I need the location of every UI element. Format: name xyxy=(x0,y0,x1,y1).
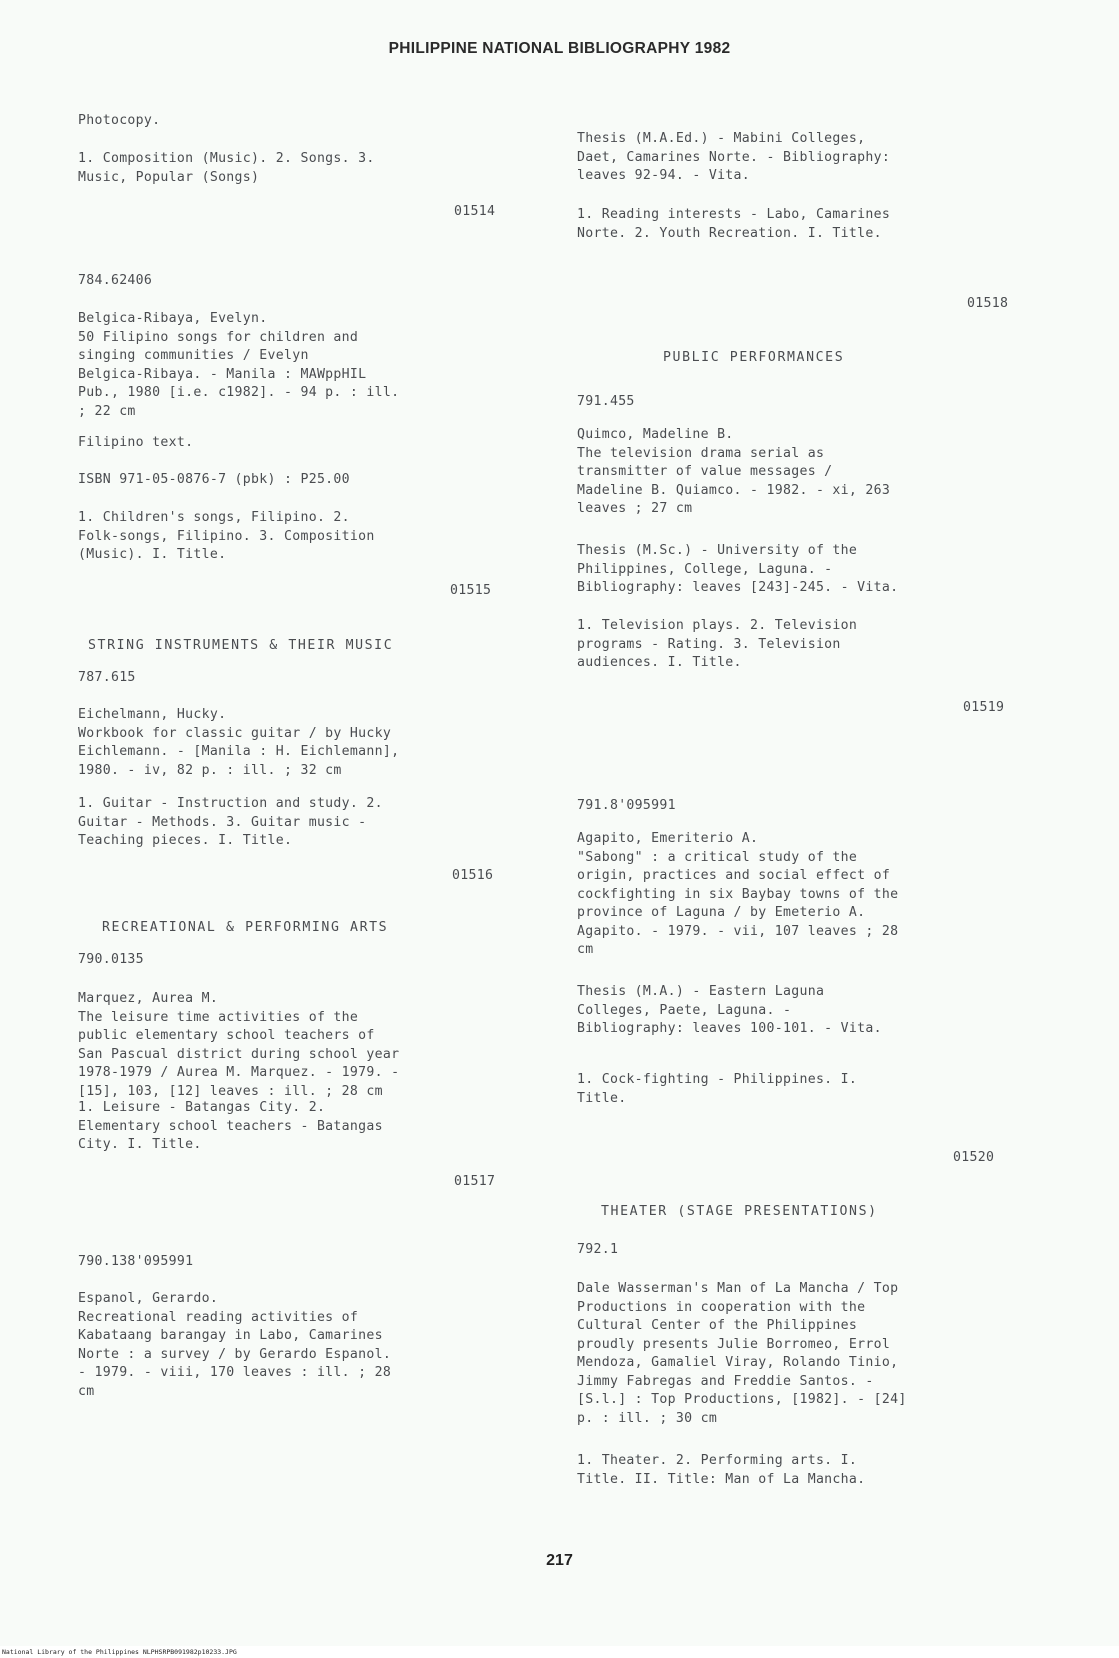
entry-subjects: 1. Reading interests - Labo, Camarines Norte. 2. Youth Recreation. I. Title. xyxy=(577,207,891,241)
entry-id: 01516 xyxy=(452,868,494,883)
page-header: PHILIPPINE NATIONAL BIBLIOGRAPHY 1982 xyxy=(388,40,731,57)
section-heading: PUBLIC PERFORMANCES xyxy=(663,350,845,365)
entry-subjects: 1. Leisure - Batangas City. 2. Elementary school teachers - Batangas City. I. Title. xyxy=(78,1100,383,1152)
entry-id: 01515 xyxy=(450,583,492,598)
entry-subjects: 1. Guitar - Instruction and study. 2. Guitar - Methods. 3. Guitar music - Teaching pieces. I. Title. xyxy=(78,796,383,848)
class-number: 792.1 xyxy=(577,1242,619,1257)
entry-id: 01518 xyxy=(967,296,1009,311)
entry-body: Espanol, Gerardo. Recreational reading activities of Kabataang barangay in Labo, Camarines Norte : a survey / by Gerardo Espanol. - 1979. - viii, 170 leaves : ill. ; 28 cm xyxy=(78,1291,392,1399)
entry-subjects: 1. Children's songs, Filipino. 2. Folk-songs, Filipino. 3. Composition (Music). I. Title. xyxy=(78,510,375,562)
entry-body: Agapito, Emeriterio A. "Sabong" : a critical study of the origin, practices and social effect of cockfighting in six Baybay towns of the province of Laguna / by Emeterio A. Agapito. - 1979. - vii, 107 leaves ; 28 cm xyxy=(577,831,899,957)
entry-id: 01517 xyxy=(454,1174,496,1189)
class-number: 790.0135 xyxy=(78,952,144,967)
scan-footer: National Library of the Philippines NLPHSRPB091982p10233.JPG xyxy=(0,1646,1119,1658)
entry-id: 01519 xyxy=(963,700,1005,715)
entry-subjects: 1. Theater. 2. Performing arts. I. Title. II. Title: Man of La Mancha. xyxy=(577,1453,866,1487)
class-number: 791.8'095991 xyxy=(577,798,676,813)
class-number: 787.615 xyxy=(78,670,136,685)
class-number: 791.455 xyxy=(577,394,635,409)
entry-subjects: 1. Television plays. 2. Television programs - Rating. 3. Television audiences. I. Title. xyxy=(577,618,858,670)
class-number: 790.138'095991 xyxy=(78,1254,194,1269)
entry-body: Belgica-Ribaya, Evelyn. 50 Filipino songs for children and singing communities / Evelyn Belgica-Ribaya. - Manila : MAWppHIL Pub., 1980 [i.e. c1982]. - 94 p. : ill. ; 22 cm xyxy=(78,311,400,419)
section-heading: THEATER (STAGE PRESENTATIONS) xyxy=(601,1204,878,1219)
class-number: 784.62406 xyxy=(78,273,153,288)
section-heading: RECREATIONAL & PERFORMING ARTS xyxy=(102,920,389,935)
entry-id: 01520 xyxy=(953,1150,995,1165)
entry-subjects: 1. Composition (Music). 2. Songs. 3. Music, Popular (Songs) xyxy=(78,151,375,185)
entry-thesis: Thesis (M.A.Ed.) - Mabini Colleges, Daet, Camarines Norte. - Bibliography: leaves 92-94. - Vita. xyxy=(577,131,891,183)
entry-note: Filipino text. xyxy=(78,435,194,450)
entry-isbn: ISBN 971-05-0876-7 (pbk) : P25.00 xyxy=(78,472,350,487)
entry-thesis: Thesis (M.Sc.) - University of the Philippines, College, Laguna. - Bibliography: leaves [243]-245. - Vita. xyxy=(577,543,899,595)
entry-body: Marquez, Aurea M. The leisure time activities of the public elementary school teachers of San Pascual district during school year 1978-1979 / Aurea M. Marquez. - 1979. - [15], 103, [12] leaves : ill. ; 28 cm xyxy=(78,991,400,1099)
entry-subjects: 1. Cock-fighting - Philippines. I. Title. xyxy=(577,1072,858,1106)
entry-body: Dale Wasserman's Man of La Mancha / Top Productions in cooperation with the Cultural Center of the Philippines proudly presents Julie Borromeo, Errol Mendoza, Gamaliel Viray, Rolando Tinio, Jimmy Fabregas and Freddie Santos. - [S.l.] : Top Productions, [1982]. - [24] p. : ill. ; 30 cm xyxy=(577,1281,907,1426)
entry-id: 01514 xyxy=(454,204,496,219)
entry-body: Quimco, Madeline B. The television drama serial as transmitter of value messages / Madeline B. Quiamco. - 1982. - xi, 263 leaves ; 27 cm xyxy=(577,427,891,516)
page-number: 217 xyxy=(546,1552,573,1569)
entry-note: Photocopy. xyxy=(78,113,161,128)
entry-thesis: Thesis (M.A.) - Eastern Laguna Colleges, Paete, Laguna. - Bibliography: leaves 100-101. - Vita. xyxy=(577,984,882,1036)
entry-body: Eichelmann, Hucky. Workbook for classic guitar / by Hucky Eichlemann. - [Manila : H. Eichlemann], 1980. - iv, 82 p. : ill. ; 32 cm xyxy=(78,707,400,778)
section-heading: STRING INSTRUMENTS & THEIR MUSIC xyxy=(88,638,394,653)
